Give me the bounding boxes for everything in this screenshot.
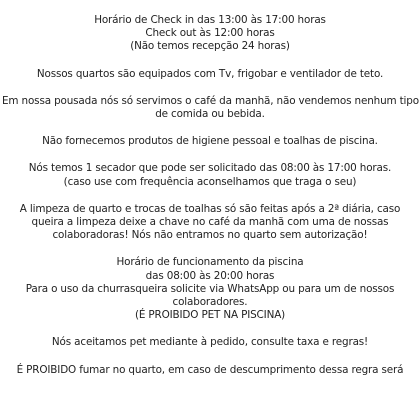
checkin-section [2, 14, 418, 54]
checkin-hours-text: Horário de Check in das 13:00 às 17:00 horas [94, 14, 326, 26]
smoking-section [2, 364, 418, 377]
pets-section [2, 336, 418, 349]
pool-section [2, 256, 418, 322]
smoking-text-line-1: É PROIBIDO fumar no quarto, em caso de descumprimento dessa regra será [16, 363, 404, 376]
reception-note-text: (Não temos recepção 24 horas) [130, 40, 290, 53]
rooms-amenities-text: Nossos quartos são equipados com Tv, frigobar e ventilador de teto. [36, 67, 384, 80]
pool-hours-text: das 08:00 às 20:00 horas [145, 269, 275, 282]
hygiene-text: Não fornecemos produtos de higiene pessoal e toalhas de piscina. [42, 135, 378, 148]
pool-title-text: Horário de funcionamento da piscina [116, 256, 304, 269]
pets-text: Nós aceitamos pet mediante à pedido, consulte taxa e regras! [51, 336, 369, 349]
breakfast-text-line-1: Em nossa pousada nós só servimos o café da manhã, não vendemos nenhum tipo [2, 94, 419, 107]
dryer-text-line-1: Nós temos 1 secador que pode ser solicitado das 08:00 às 17:00 horas. [28, 162, 392, 175]
rooms-section [2, 68, 418, 81]
cleaning-section [2, 203, 418, 243]
breakfast-section [2, 95, 418, 121]
cleaning-text-line-2: queira a limpeza deixe a chave no café da manhã com uma de nossas [31, 216, 389, 229]
breakfast-text-line-2: de comida ou bebida. [155, 108, 265, 121]
cleaning-text-line-1: A limpeza de quarto e trocas de toalhas só são feitas após a 2ª diária, caso [19, 202, 401, 215]
pool-pet-prohibited-text: (É PROIBIDO PET NA PISCINA) [134, 309, 286, 322]
checkout-hours-text: Check out às 12:00 horas [145, 27, 275, 40]
dryer-text-line-2: (caso use com frequência aconselhamos que traga o seu) [63, 175, 357, 188]
barbecue-text-line-1: Para o uso da churrasqueira solicite via WhatsApp ou para um de nossos [25, 282, 395, 295]
cleaning-text-line-3: colaboradoras! Nós não entramos no quarto sem autorização! [52, 229, 368, 242]
hygiene-section [2, 135, 418, 148]
dryer-section [2, 162, 418, 188]
barbecue-text-line-2: colaboradores. [172, 296, 248, 309]
